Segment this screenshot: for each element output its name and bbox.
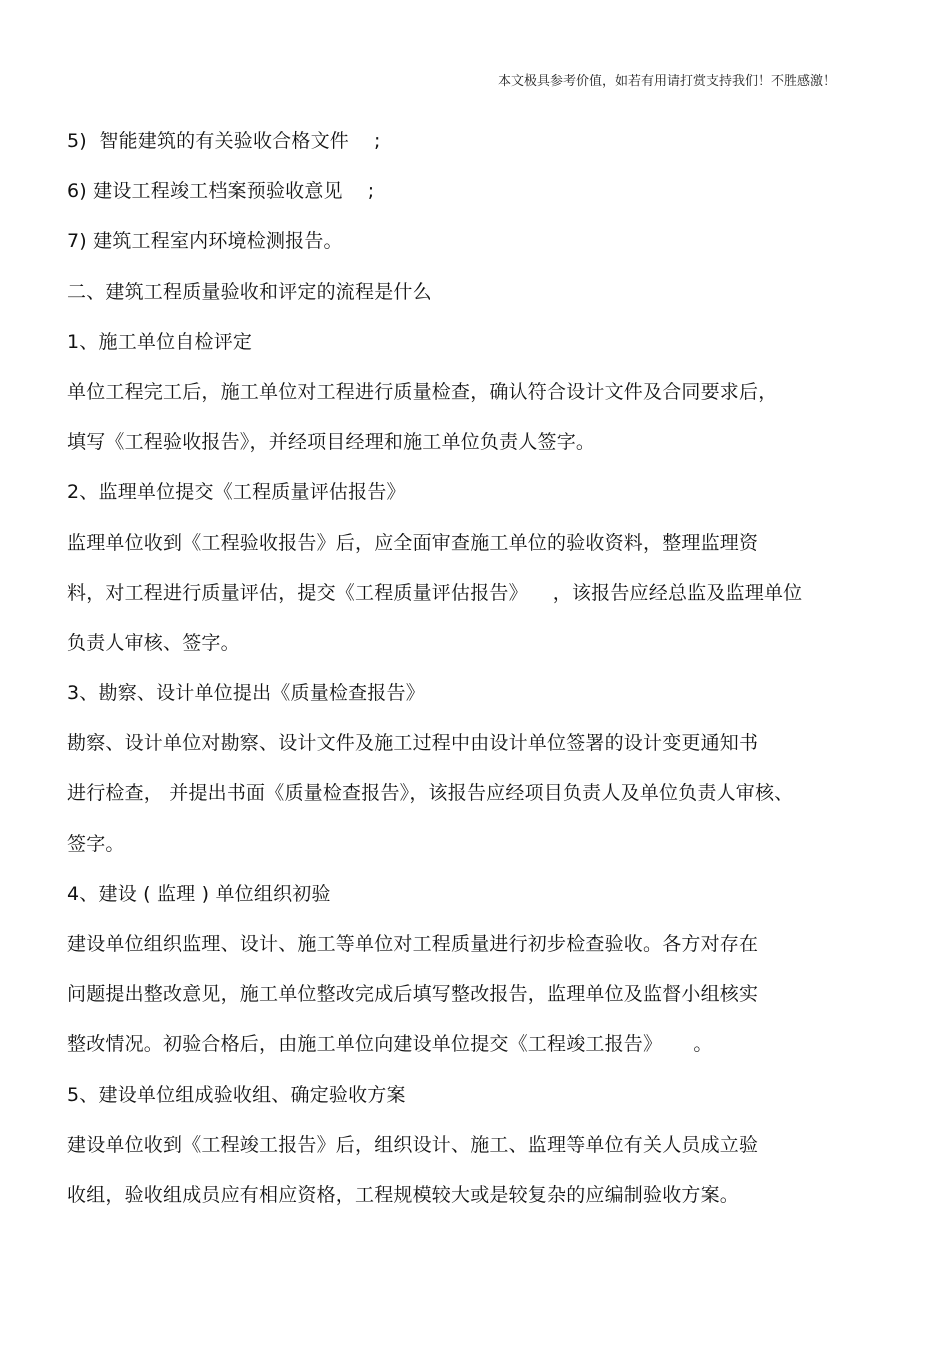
paragraph-line: 建设单位收到《工程竣工报告》后，组织设计、施工、监理等单位有关人员成立验 [67, 1133, 759, 1156]
list-item-5: 5) 智能建筑的有关验收合格文件 ; [67, 130, 381, 152]
paragraph-line: 收组，验收组成员应有相应资格，工程规模较大或是较复杂的应编制验收方案。 [67, 1183, 740, 1206]
list-item-6: 6) 建设工程竣工档案预验收意见 ; [67, 180, 375, 203]
step-heading-2: 2、监理单位提交《工程质量评估报告》 [67, 481, 406, 504]
paragraph-line: 整改情况。初验合格后，由施工单位向建设单位提交《工程竣工报告》 。 [67, 1033, 713, 1056]
paragraph-line: 建设单位组织监理、设计、施工等单位对工程质量进行初步检查验收。各方对存在 [67, 933, 759, 955]
step-heading-3: 3、勘察、设计单位提出《质量检查报告》 [67, 682, 425, 705]
step-heading-5: 5、建设单位组成验收组、确定验收方案 [67, 1083, 406, 1106]
paragraph-line: 单位工程完工后，施工单位对工程进行质量检查，确认符合设计文件及合同要求后， [67, 380, 778, 403]
paragraph-line: 勘察、设计单位对勘察、设计文件及施工过程中由设计单位签署的设计变更通知书 [67, 732, 759, 755]
paragraph-line: 监理单位收到《工程验收报告》后，应全面审查施工单位的验收资料，整理监理资 [67, 531, 759, 554]
paragraph-line: 负责人审核、签字。 [67, 631, 240, 654]
step-heading-4: 4、建设 ( 监理 ) 单位组织初验 [67, 882, 331, 905]
paragraph-line: 料，对工程进行质量评估，提交《工程质量评估报告》 ，该报告应经总监及监理单位 [67, 581, 803, 604]
header-note: 本文极具参考价值，如若有用请打赏支持我们！不胜感激！ [497, 74, 836, 89]
step-heading-1: 1、施工单位自检评定 [67, 330, 253, 353]
section-heading: 二、建筑工程质量验收和评定的流程是什么 [67, 280, 432, 303]
document-body [67, 120, 887, 1224]
paragraph-line: 问题提出整改意见，施工单位整改完成后填写整改报告，监理单位及监督小组核实 [67, 983, 759, 1006]
paragraph-line: 进行检查， 并提出书面《质量检查报告》，该报告应经项目负责人及单位负责人审核、 [67, 782, 794, 805]
paragraph-line: 签字。 [67, 832, 125, 855]
paragraph-line: 填写《工程验收报告》，并经项目经理和施工单位负责人签字。 [67, 431, 596, 454]
list-item-7: 7) 建筑工程室内环境检测报告。 [67, 230, 343, 253]
